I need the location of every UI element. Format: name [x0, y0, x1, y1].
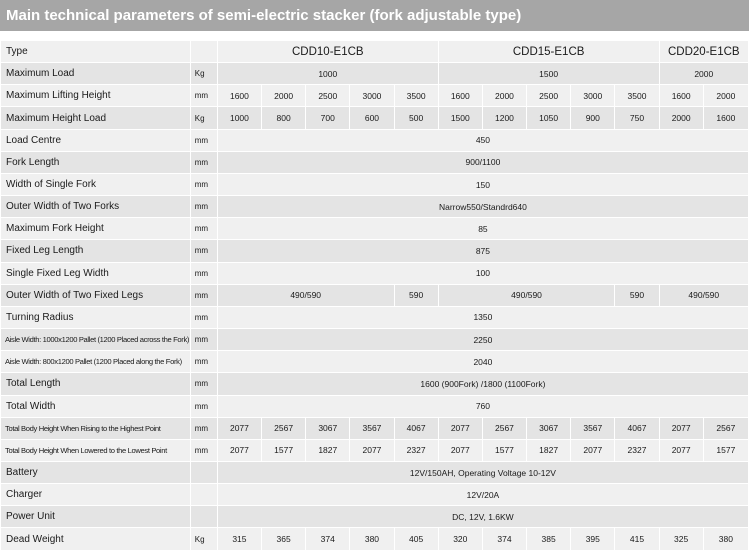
- value-cell: 2567: [703, 417, 748, 439]
- value-cell: 2077: [659, 439, 703, 461]
- row-label: Power Unit: [1, 506, 191, 528]
- table-row: [1, 506, 749, 528]
- table-row: [1, 439, 749, 461]
- value-cell: 800: [262, 107, 306, 129]
- value-cell: 700: [306, 107, 350, 129]
- row-unit: mm: [190, 129, 217, 151]
- value-cell: 1600: [217, 85, 261, 107]
- row-label: Turning Radius: [1, 306, 191, 328]
- table-row: [1, 262, 749, 284]
- value-cell: DC, 12V, 1.6KW: [217, 506, 748, 528]
- value-cell: 374: [482, 528, 526, 550]
- value-cell: 2000: [659, 63, 748, 85]
- table-row: [1, 196, 749, 218]
- type-label: Type: [1, 41, 191, 63]
- value-cell: 760: [217, 395, 748, 417]
- row-unit: Kg: [190, 107, 217, 129]
- value-cell: 1827: [527, 439, 571, 461]
- value-cell: 2077: [217, 439, 261, 461]
- table-row: [1, 129, 749, 151]
- value-cell: 490/590: [217, 284, 394, 306]
- value-cell: 4067: [615, 417, 659, 439]
- row-unit: mm: [190, 306, 217, 328]
- row-unit: Kg: [190, 63, 217, 85]
- value-cell: 1577: [703, 439, 748, 461]
- row-unit: mm: [190, 173, 217, 195]
- value-cell: 12V/150AH, Operating Voltage 10-12V: [217, 461, 748, 483]
- spec-table: [0, 40, 749, 551]
- table-row: [1, 306, 749, 328]
- value-cell: 590: [615, 284, 659, 306]
- value-cell: 2077: [350, 439, 394, 461]
- value-cell: Narrow550/Standrd640: [217, 196, 748, 218]
- row-label: Fork Length: [1, 151, 191, 173]
- value-cell: 750: [615, 107, 659, 129]
- value-cell: 150: [217, 173, 748, 195]
- row-unit: mm: [190, 218, 217, 240]
- row-unit: mm: [190, 351, 217, 373]
- row-label: Total Width: [1, 395, 191, 417]
- table-row: [1, 528, 749, 550]
- model-cdd15: CDD15-E1CB: [438, 41, 659, 63]
- value-cell: 2077: [438, 439, 482, 461]
- value-cell: 1000: [217, 107, 261, 129]
- table-row: [1, 240, 749, 262]
- value-cell: 2077: [438, 417, 482, 439]
- value-cell: 2000: [703, 85, 748, 107]
- row-label: Outer Width of Two Fixed Legs: [1, 284, 191, 306]
- row-label: Outer Width of Two Forks: [1, 196, 191, 218]
- value-cell: 415: [615, 528, 659, 550]
- table-row: [1, 417, 749, 439]
- value-cell: 3500: [615, 85, 659, 107]
- table-row: [1, 395, 749, 417]
- model-cdd10: CDD10-E1CB: [217, 41, 438, 63]
- value-cell: 325: [659, 528, 703, 550]
- value-cell: 900: [571, 107, 615, 129]
- value-cell: 490/590: [438, 284, 615, 306]
- row-unit: mm: [190, 329, 217, 351]
- table-row: [1, 284, 749, 306]
- value-cell: 1600: [659, 85, 703, 107]
- value-cell: 2000: [482, 85, 526, 107]
- value-cell: 2000: [262, 85, 306, 107]
- row-unit: mm: [190, 373, 217, 395]
- value-cell: 2077: [659, 417, 703, 439]
- row-unit: mm: [190, 417, 217, 439]
- row-label: Maximum Lifting Height: [1, 85, 191, 107]
- row-label: Total Length: [1, 373, 191, 395]
- value-cell: 3500: [394, 85, 438, 107]
- value-cell: 1600: [703, 107, 748, 129]
- row-unit: [190, 484, 217, 506]
- value-cell: 315: [217, 528, 261, 550]
- header-row: [1, 41, 749, 63]
- row-unit: Kg: [190, 528, 217, 550]
- value-cell: 3567: [571, 417, 615, 439]
- value-cell: 1577: [262, 439, 306, 461]
- row-label: Charger: [1, 484, 191, 506]
- value-cell: 12V/20A: [217, 484, 748, 506]
- value-cell: 85: [217, 218, 748, 240]
- value-cell: 3000: [571, 85, 615, 107]
- row-label: Maximum Height Load: [1, 107, 191, 129]
- value-cell: 2327: [394, 439, 438, 461]
- table-row: [1, 351, 749, 373]
- row-label: Maximum Fork Height: [1, 218, 191, 240]
- row-unit: mm: [190, 262, 217, 284]
- value-cell: 2500: [527, 85, 571, 107]
- row-label: Total Body Height When Lowered to the Lowest Point: [1, 439, 191, 461]
- value-cell: 1350: [217, 306, 748, 328]
- table-row: [1, 461, 749, 483]
- value-cell: 1577: [482, 439, 526, 461]
- value-cell: 2567: [262, 417, 306, 439]
- value-cell: 3567: [350, 417, 394, 439]
- value-cell: 1050: [527, 107, 571, 129]
- value-cell: 365: [262, 528, 306, 550]
- table-row: [1, 63, 749, 85]
- table-row: [1, 373, 749, 395]
- row-unit: mm: [190, 196, 217, 218]
- value-cell: 2000: [659, 107, 703, 129]
- row-unit: mm: [190, 395, 217, 417]
- row-label: Aisle Width: 800x1200 Pallet (1200 Placed along the Fork): [1, 351, 191, 373]
- value-cell: 1200: [482, 107, 526, 129]
- value-cell: 405: [394, 528, 438, 550]
- row-unit: mm: [190, 439, 217, 461]
- value-cell: 100: [217, 262, 748, 284]
- table-row: [1, 218, 749, 240]
- value-cell: 385: [527, 528, 571, 550]
- value-cell: 450: [217, 129, 748, 151]
- value-cell: 2500: [306, 85, 350, 107]
- row-unit: mm: [190, 284, 217, 306]
- value-cell: 380: [703, 528, 748, 550]
- row-label: Load Centre: [1, 129, 191, 151]
- row-label: Fixed Leg Length: [1, 240, 191, 262]
- table-row: [1, 484, 749, 506]
- value-cell: 3000: [350, 85, 394, 107]
- value-cell: 500: [394, 107, 438, 129]
- value-cell: 3067: [306, 417, 350, 439]
- value-cell: 1600 (900Fork) /1800 (1100Fork): [217, 373, 748, 395]
- value-cell: 1600: [438, 85, 482, 107]
- row-label: Aisle Width: 1000x1200 Pallet (1200 Placed across the Fork): [1, 329, 191, 351]
- row-unit: mm: [190, 151, 217, 173]
- value-cell: 2327: [615, 439, 659, 461]
- table-row: [1, 329, 749, 351]
- row-unit: mm: [190, 85, 217, 107]
- table-row: [1, 107, 749, 129]
- value-cell: 374: [306, 528, 350, 550]
- value-cell: 590: [394, 284, 438, 306]
- value-cell: 3067: [527, 417, 571, 439]
- unit-cell: [190, 41, 217, 63]
- value-cell: 1000: [217, 63, 438, 85]
- value-cell: 4067: [394, 417, 438, 439]
- row-unit: [190, 461, 217, 483]
- row-label: Total Body Height When Rising to the Highest Point: [1, 417, 191, 439]
- value-cell: 380: [350, 528, 394, 550]
- row-label: Maximum Load: [1, 63, 191, 85]
- value-cell: 1827: [306, 439, 350, 461]
- value-cell: 395: [571, 528, 615, 550]
- row-label: Width of Single Fork: [1, 173, 191, 195]
- row-unit: mm: [190, 240, 217, 262]
- table-row: [1, 151, 749, 173]
- row-label: Battery: [1, 461, 191, 483]
- value-cell: 2567: [482, 417, 526, 439]
- row-unit: [190, 506, 217, 528]
- value-cell: 490/590: [659, 284, 748, 306]
- value-cell: 2040: [217, 351, 748, 373]
- value-cell: 1500: [438, 107, 482, 129]
- value-cell: 2077: [571, 439, 615, 461]
- model-cdd20: CDD20-E1CB: [659, 41, 748, 63]
- value-cell: 320: [438, 528, 482, 550]
- table-row: [1, 173, 749, 195]
- value-cell: 600: [350, 107, 394, 129]
- row-label: Single Fixed Leg Width: [1, 262, 191, 284]
- value-cell: 875: [217, 240, 748, 262]
- value-cell: 2250: [217, 329, 748, 351]
- row-label: Dead Weight: [1, 528, 191, 550]
- page-title: Main technical parameters of semi-electric stacker (fork adjustable type): [0, 0, 749, 31]
- value-cell: 2077: [217, 417, 261, 439]
- value-cell: 900/1100: [217, 151, 748, 173]
- table-row: [1, 85, 749, 107]
- value-cell: 1500: [438, 63, 659, 85]
